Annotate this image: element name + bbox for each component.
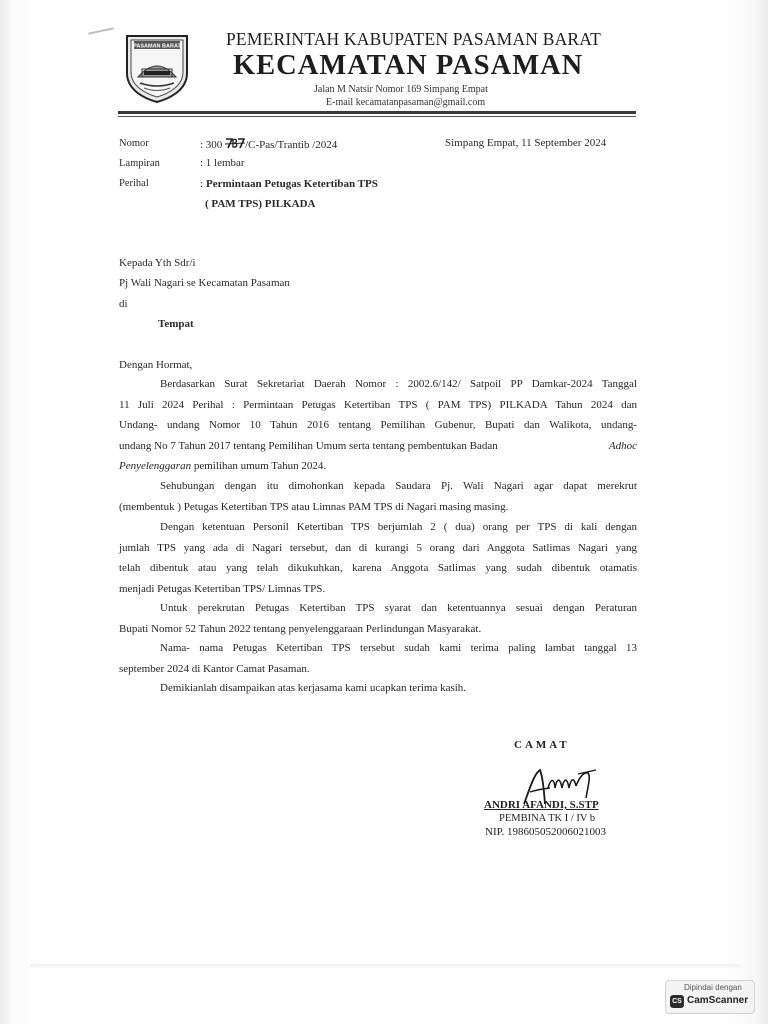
paper-bottom-edge	[30, 964, 740, 968]
office-address: Jalan M Natsir Nomor 169 Simpang Empat	[314, 84, 488, 95]
perihal-line-1: Permintaan Petugas Ketertiban TPS	[206, 178, 378, 190]
paragraph-5-line-1: Nama- nama Petugas Ketertiban TPS tersebut sudah kami terima paling lambat tanggal 13	[160, 642, 637, 654]
paragraph-2-line-1: Sehubungan dengan itu dimohonkan kepada Saudara Pj. Wali Nagari agar dapat merekrut	[160, 480, 637, 492]
letterhead-rule-thin	[118, 116, 636, 117]
perihal-label: Perihal	[119, 178, 149, 189]
recipient-greeting: Kepada Yth Sdr/i	[119, 257, 196, 269]
paragraph-1-adhoc: Adhoc	[608, 439, 637, 452]
paragraph-5-line-2: september 2024 di Kantor Camat Pasaman.	[119, 662, 310, 675]
paragraph-6-line-1: Demikianlah disampaikan atas kerjasama kami ucapkan terima kasih.	[160, 682, 467, 694]
paragraph-6	[119, 678, 637, 699]
paragraph-3-line-1: Dengan ketentuan Personil Ketertiban TPS berjumlah 2 ( dua) orang per TPS di kali dengan	[160, 521, 637, 533]
office-name: KECAMATAN PASAMAN	[233, 50, 584, 81]
nomor-label: Nomor	[119, 138, 149, 149]
paragraph-1	[119, 374, 637, 477]
svg-text:PASAMAN BARAT: PASAMAN BARAT	[133, 43, 181, 50]
signatory-name: ANDRI AFANDI, S.STP	[484, 799, 599, 811]
lampiran-value: : 1 lembar	[200, 157, 245, 169]
camscanner-watermark	[665, 980, 755, 1014]
letter-number-suffix: /C-Pas/Trantib /2024	[245, 139, 338, 151]
paragraph-1-line-2: 11 Juli 2024 Perihal : Permintaan Petugas Ketertiban TPS ( PAM TPS) PILKADA Tahun 2024 dan	[119, 398, 637, 411]
paragraph-1-line-5-text: pemilihan umum Tahun 2024.	[193, 460, 327, 472]
letter-number-prefix: : 300	[200, 139, 223, 151]
paragraph-1-penyelenggaran: Penyelenggaran	[119, 460, 192, 472]
paragraph-3-line-2: jumlah TPS yang ada di Nagari tersebut, dan di kurangi 5 orang dari Anggota Satlimas Nagari yang	[119, 541, 637, 554]
perihal-line-2: ( PAM TPS) PILKADA	[205, 198, 316, 210]
paragraph-4-line-2: Bupati Nomor 52 Tahun 2022 tentang penyelenggaraan Perlindungan Masyarakat.	[119, 622, 482, 635]
paragraph-3-line-3: telah dibentuk atau yang telah dikukuhkan, karena Anggota Satlimas yang sudah dibentuk otamatis	[119, 562, 637, 574]
paragraph-3	[119, 517, 637, 599]
paragraph-2-line-2: (membentuk ) Petugas Ketertiban TPS atau Limnas PAM TPS di Nagari masing masing.	[119, 500, 509, 513]
paragraph-3-line-4: menjadi Petugas Ketertiban TPS/ Limnas TPS.	[119, 582, 326, 595]
camscanner-brand: CamScanner	[687, 995, 749, 1006]
paragraph-4-line-1: Untuk perekrutan Petugas Ketertiban TPS syarat dan ketentuannya sesuai dengan Peraturan	[160, 602, 637, 614]
paragraph-1-line-5	[119, 456, 637, 477]
salutation: Dengan Hormat,	[119, 359, 193, 371]
regency-crest-logo	[124, 33, 190, 103]
government-name: PEMERINTAH KABUPATEN PASAMAN BARAT	[226, 29, 602, 49]
paragraph-4	[119, 598, 637, 639]
signatory-nip: NIP. 198605052006021003	[485, 826, 607, 838]
lampiran-label: Lampiran	[119, 158, 160, 169]
recipient-name: Pj Wali Nagari se Kecamatan Pasaman	[119, 277, 290, 289]
paragraph-2	[119, 476, 637, 517]
paragraph-5	[119, 638, 637, 679]
recipient-place: Tempat	[158, 318, 194, 330]
paragraph-1-line-4	[119, 436, 637, 457]
perihal-colon: :	[200, 178, 204, 190]
signatory-position: CAMAT	[514, 739, 570, 751]
signatory-rank: PEMBINA TK I / IV b	[499, 813, 596, 824]
paragraph-1-line-3: Undang- undang Nomor 10 Tahun 2016 tentang Pemilihan Gubenur, Bupati dan Walikota, undang-	[119, 419, 637, 431]
camscanner-caption: Dipindai dengan	[684, 983, 742, 992]
letter-number	[200, 137, 337, 151]
letterhead-rule-thick	[118, 111, 636, 114]
recipient-di: di	[119, 298, 128, 310]
letter-number-handwritten	[225, 137, 245, 149]
camscanner-logo-icon: CS	[670, 995, 684, 1008]
place-and-date: Simpang Empat, 11 September 2024	[445, 137, 607, 149]
office-email: E-mail kecamatanpasaman@gmail.com	[326, 97, 486, 108]
paragraph-1-line-4-text: undang No 7 Tahun 2017 tentang Pemilihan Umum serta tentang pembentukan Badan	[119, 439, 498, 452]
paragraph-1-line-1: Berdasarkan Surat Sekretariat Daerah Nomor : 2002.6/142/ Satpoil PP Damkar-2024 Tanggal	[160, 378, 637, 390]
